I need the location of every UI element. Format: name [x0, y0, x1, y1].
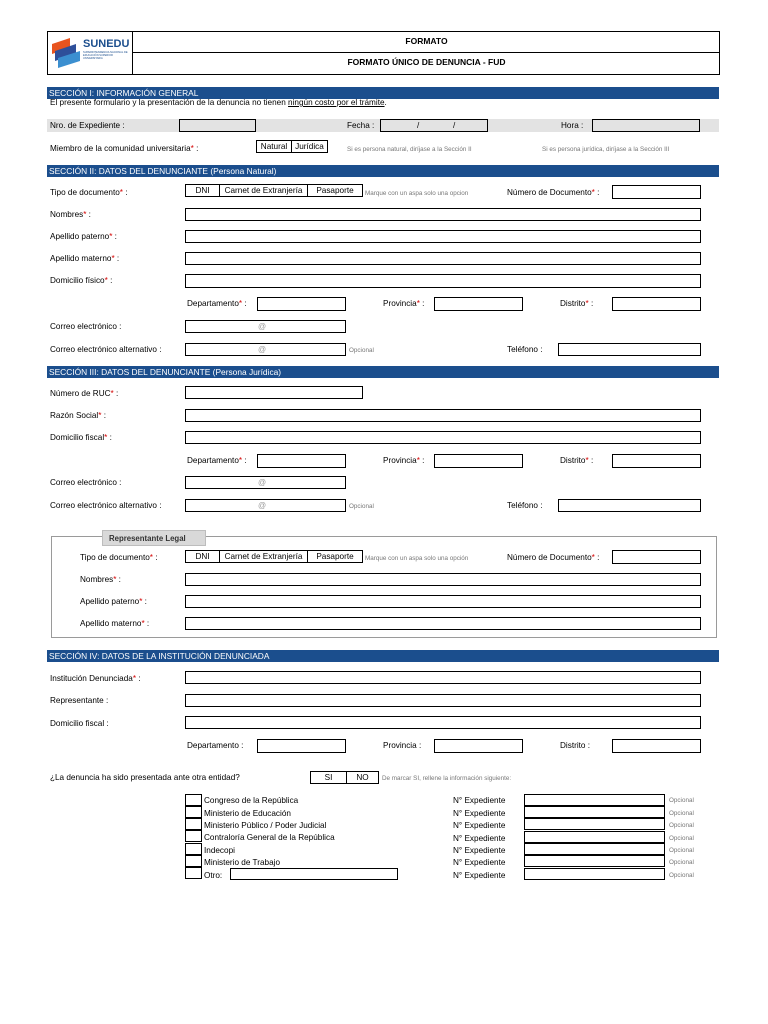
numero-doc-text: Número de Documento: [507, 188, 592, 197]
nombres-label: Nombres* :: [50, 210, 91, 219]
rep-nombres-input[interactable]: [185, 573, 701, 586]
numero-doc-input[interactable]: [612, 185, 701, 199]
entity-checkbox[interactable]: [185, 855, 202, 867]
provincia-text: Provincia: [383, 299, 417, 308]
representante-label: Representante :: [50, 696, 109, 705]
distrito-text: Distrito: [560, 456, 586, 465]
ap-materno-input[interactable]: [185, 252, 701, 265]
fecha-label: Fecha :: [347, 121, 375, 130]
section-2-title: SECCIÓN II: DATOS DEL DENUNCIANTE: [49, 166, 211, 176]
doc-type: FORMATO: [405, 36, 448, 46]
domicilio-fiscal-label: Domicilio fiscal :: [50, 719, 109, 728]
notice-text: [50, 99, 387, 107]
expediente-label: N° Expediente: [453, 858, 506, 867]
distrito-input[interactable]: [612, 297, 701, 311]
opcional-hint: Opcional: [669, 797, 694, 804]
section-4-header: [47, 650, 719, 662]
ruc-label: Número de RUC* :: [50, 389, 119, 398]
razon-text: Razón Social: [50, 411, 99, 420]
opcional-hint: Opcional: [669, 847, 694, 854]
ap-materno-text: Apellido materno: [50, 254, 112, 263]
entity-checkbox[interactable]: [185, 867, 202, 879]
departamento-input[interactable]: [257, 739, 346, 753]
telefono-input[interactable]: [558, 343, 701, 356]
domicilio-fiscal-text: Domicilio fiscal: [50, 433, 105, 442]
nombres-text: Nombres: [50, 210, 84, 219]
departamento-text: Departamento: [187, 299, 239, 308]
option-si[interactable]: [310, 771, 347, 784]
rep-ap-materno-text: Apellido materno: [80, 619, 142, 628]
opcional-hint: Opcional: [669, 822, 694, 829]
header-divider: [132, 52, 720, 53]
rep-nombres-label: Nombres* :: [80, 575, 121, 584]
telefono-input[interactable]: [558, 499, 701, 512]
telefono-label: Teléfono :: [507, 501, 543, 510]
at-symbol: @: [258, 322, 267, 331]
rep-option-dni-label: DNI: [195, 552, 210, 561]
rep-option-dni[interactable]: [185, 550, 220, 563]
institucion-label: Institución Denunciada* :: [50, 674, 141, 683]
provincia-label: Provincia* :: [383, 299, 425, 308]
provincia-label: Provincia :: [383, 741, 422, 750]
provincia-input[interactable]: [434, 739, 523, 753]
rep-tipo-doc-label: Tipo de documento* :: [80, 553, 158, 562]
domicilio-text: Domicilio físico: [50, 276, 105, 285]
departamento-label: Departamento :: [187, 741, 244, 750]
departamento-text: Departamento: [187, 456, 239, 465]
tipo-doc-label: Tipo de documento* :: [50, 188, 128, 197]
section-3-header: [47, 366, 719, 378]
option-carnet-label: Carnet de Extranjería: [224, 186, 303, 195]
expediente-input[interactable]: [179, 119, 256, 132]
institucion-input[interactable]: [185, 671, 701, 684]
expediente-input[interactable]: [524, 818, 665, 830]
correo-alt-label: Correo electrónico alternativo :: [50, 345, 162, 354]
option-carnet[interactable]: [219, 184, 308, 197]
numero-doc-label: Número de Documento* :: [507, 188, 600, 197]
miembro-label: [50, 145, 198, 153]
option-pasaporte[interactable]: [307, 184, 363, 197]
telefono-label: Teléfono :: [507, 345, 543, 354]
nombres-input[interactable]: [185, 208, 701, 221]
opcional-hint: Opcional: [349, 503, 374, 510]
ruc-input[interactable]: [185, 386, 363, 399]
rep-option-carnet-label: Carnet de Extranjería: [224, 552, 303, 561]
hint-juridica: Si es persona jurídica, diríjase a la Sección III: [542, 146, 670, 153]
section-3-subtitle: (Persona Jurídica): [212, 367, 282, 377]
at-symbol: @: [258, 501, 267, 510]
at-symbol: @: [258, 478, 267, 487]
domicilio-label: Domicilio físico* :: [50, 276, 113, 285]
expediente-label: N° Expediente: [453, 834, 506, 843]
rep-numero-doc-text: Número de Documento: [507, 553, 592, 562]
domicilio-fiscal-label: Domicilio fiscal* :: [50, 433, 112, 442]
distrito-label: Distrito :: [560, 741, 591, 750]
notice-pre: El presente formulario y la presentación de la denuncia no tienen: [50, 98, 289, 107]
correo-label: Correo electrónico :: [50, 478, 122, 487]
rep-marque-hint: Marque con un aspa solo una opción: [365, 555, 469, 562]
at-symbol: @: [258, 345, 267, 354]
rep-ap-materno-label: Apellido materno* :: [80, 619, 150, 628]
hint-natural: Si es persona natural, diríjase a la Sección II: [347, 146, 472, 153]
option-si-label: SI: [324, 773, 333, 782]
domicilio-fiscal-input[interactable]: [185, 431, 701, 444]
rep-nombres-text: Nombres: [80, 575, 114, 584]
entity-label: Indecopi: [204, 846, 235, 855]
expediente-label: Nro. de Expediente :: [50, 121, 125, 130]
fecha-separator: /: [453, 121, 456, 130]
rep-tipo-doc-text: Tipo de documento: [80, 553, 150, 562]
departamento-input[interactable]: [257, 454, 346, 468]
entity-label: Otro:: [204, 871, 223, 880]
ap-paterno-input[interactable]: [185, 230, 701, 243]
domicilio-fiscal-input[interactable]: [185, 716, 701, 729]
provincia-text: Provincia: [383, 456, 417, 465]
correo-label: Correo electrónico :: [50, 322, 122, 331]
section-4-title: SECCIÓN IV: DATOS DE LA INSTITUCIÓN DENUNCIADA: [49, 651, 270, 661]
otra-entidad-question: ¿La denuncia ha sido presentada ante otra entidad?: [50, 773, 240, 782]
miembro-text: Miembro de la comunidad universitaria: [50, 144, 191, 153]
sunedu-logo-icon: [52, 36, 82, 70]
hora-input[interactable]: [592, 119, 700, 132]
fecha-input[interactable]: [380, 119, 488, 132]
entity-label: Ministerio de Trabajo: [204, 858, 280, 867]
section-2-subtitle: (Persona Natural): [210, 166, 277, 176]
provincia-label: Provincia* :: [383, 456, 425, 465]
logo-subtext: SUPERINTENDENCIA NACIONAL DE EDUCACIÓN SUPERIOR UNIVERSITARIA: [83, 51, 128, 60]
expediente-input[interactable]: [524, 794, 665, 806]
entity-checkbox[interactable]: [185, 794, 202, 806]
rep-numero-doc-input[interactable]: [612, 550, 701, 564]
doc-title: FORMATO ÚNICO DE DENUNCIA - FUD: [347, 57, 506, 67]
opcional-hint: Opcional: [669, 859, 694, 866]
entity-checkbox[interactable]: [185, 806, 202, 818]
distrito-text: Distrito: [560, 299, 586, 308]
ap-paterno-label: Apellido paterno* :: [50, 232, 117, 241]
ruc-text: Número de RUC: [50, 389, 111, 398]
razon-label: Razón Social* :: [50, 411, 106, 420]
expediente-label: N° Expediente: [453, 809, 506, 818]
option-juridica[interactable]: [291, 140, 328, 153]
rep-ap-paterno-label: Apellido paterno* :: [80, 597, 147, 606]
representante-input[interactable]: [185, 694, 701, 707]
fecha-separator: /: [417, 121, 420, 130]
opcional-hint: Opcional: [669, 810, 694, 817]
rep-option-pasaporte-label: Pasaporte: [316, 552, 354, 561]
provincia-input[interactable]: [434, 454, 523, 468]
entity-label: Ministerio de Educación: [204, 809, 291, 818]
rep-ap-materno-input[interactable]: [185, 617, 701, 630]
expediente-input[interactable]: [524, 806, 665, 818]
rep-ap-paterno-input[interactable]: [185, 595, 701, 608]
distrito-label: Distrito* :: [560, 456, 594, 465]
rep-option-carnet[interactable]: [219, 550, 308, 563]
distrito-input[interactable]: [612, 454, 701, 468]
notice-post: .: [384, 98, 387, 107]
expediente-label: N° Expediente: [453, 796, 506, 805]
expediente-label: N° Expediente: [453, 846, 506, 855]
option-natural[interactable]: [256, 140, 292, 153]
section-3-title: SECCIÓN III: DATOS DEL DENUNCIANTE: [49, 367, 213, 377]
expediente-input[interactable]: [524, 843, 665, 855]
correo-alt-label: Correo electrónico alternativo :: [50, 501, 162, 510]
rep-numero-doc-label: Número de Documento* :: [507, 553, 600, 562]
entity-label: Ministerio Público / Poder Judicial: [204, 821, 327, 830]
opcional-hint: Opcional: [349, 347, 374, 354]
section-1-title: SECCIÓN I: INFORMACIÓN GENERAL: [49, 88, 199, 98]
otro-input[interactable]: [230, 868, 398, 880]
provincia-input[interactable]: [434, 297, 523, 311]
option-juridica-label: Jurídica: [295, 142, 324, 151]
colon: :: [196, 144, 199, 153]
tipo-doc-text: Tipo de documento: [50, 188, 120, 197]
option-natural-label: Natural: [260, 142, 288, 151]
marque-hint: Marque con un aspa solo una opcion: [365, 190, 469, 197]
razon-input[interactable]: [185, 409, 701, 422]
otra-entidad-hint: De marcar SI, rellene la información siguiente:: [382, 775, 512, 782]
ap-materno-label: Apellido materno* :: [50, 254, 120, 263]
expediente-input[interactable]: [524, 868, 665, 880]
entity-label: Congreso de la República: [204, 796, 299, 805]
representante-tab: [102, 530, 206, 546]
entity-checkbox[interactable]: [185, 843, 202, 855]
departamento-input[interactable]: [257, 297, 346, 311]
departamento-label: Departamento* :: [187, 456, 247, 465]
rep-option-pasaporte[interactable]: [307, 550, 363, 563]
option-dni-label: DNI: [195, 186, 210, 195]
entity-checkbox[interactable]: [185, 818, 202, 830]
notice-underline: ningún costo por el trámite: [288, 98, 385, 107]
distrito-input[interactable]: [612, 739, 701, 753]
entity-checkbox[interactable]: [185, 830, 202, 842]
required-mark: *: [190, 144, 194, 153]
departamento-label: Departamento* :: [187, 299, 247, 308]
ap-paterno-text: Apellido paterno: [50, 232, 110, 241]
entity-label: Contraloría General de la República: [204, 833, 335, 842]
institucion-text: Institución Denunciada: [50, 674, 133, 683]
logo-text: SUNEDU: [83, 38, 130, 50]
option-no[interactable]: [346, 771, 379, 784]
opcional-hint: Opcional: [669, 835, 694, 842]
expediente-input[interactable]: [524, 855, 665, 867]
hora-label: Hora :: [561, 121, 584, 130]
rep-ap-paterno-text: Apellido paterno: [80, 597, 140, 606]
option-pasaporte-label: Pasaporte: [316, 186, 354, 195]
distrito-label: Distrito* :: [560, 299, 594, 308]
section-2-header: [47, 165, 719, 177]
expediente-label: N° Expediente: [453, 871, 506, 880]
option-no-label: NO: [356, 773, 369, 782]
representante-tab-label: Representante Legal: [109, 534, 186, 543]
expediente-label: N° Expediente: [453, 821, 506, 830]
option-dni[interactable]: [185, 184, 220, 197]
opcional-hint: Opcional: [669, 872, 694, 879]
domicilio-input[interactable]: [185, 274, 701, 288]
expediente-input[interactable]: [524, 831, 665, 843]
